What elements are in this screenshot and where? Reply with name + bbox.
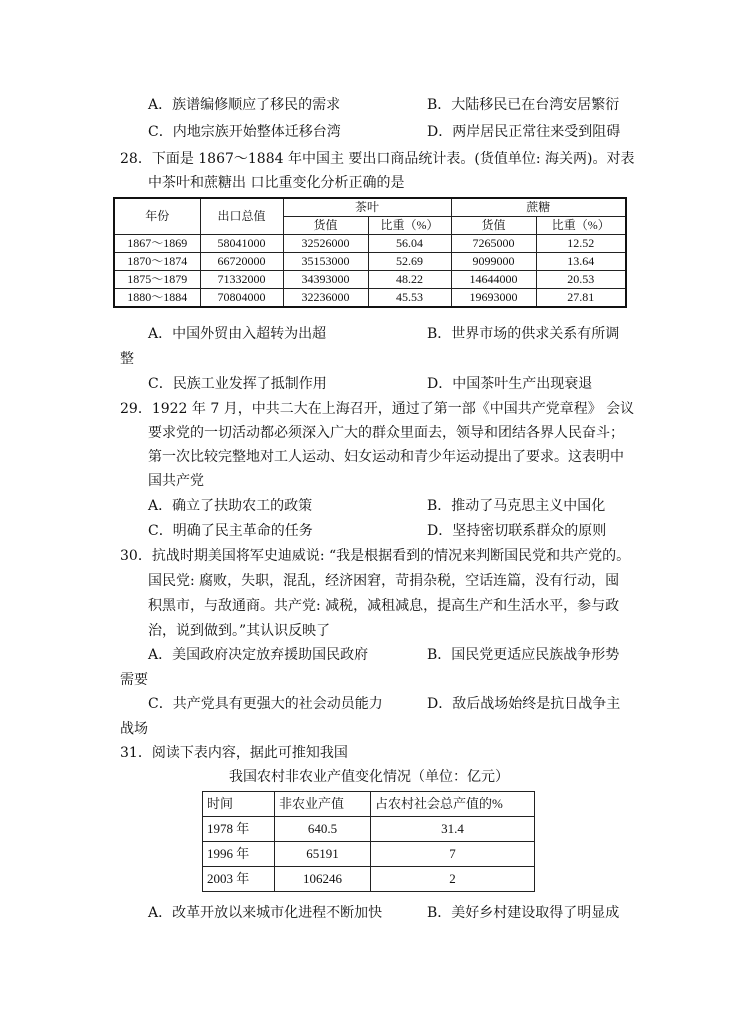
q30-option-d[interactable]: D．敌后战场始终是抗日战争主 <box>427 696 621 712</box>
cell-tea-value: 32236000 <box>283 289 368 308</box>
cell-ratio: 31.4 <box>371 817 535 842</box>
q29-option-a[interactable]: A．确立了扶助农工的政策 <box>148 498 313 514</box>
cell-sugar-ratio: 27.81 <box>536 289 626 308</box>
q27-option-d[interactable]: D．两岸居民正常往来受到阻碍 <box>427 124 621 140</box>
q28-option-a[interactable]: A．中国外贸由入超转为出超 <box>148 326 327 342</box>
q27-option-b[interactable]: B．大陆移民已在台湾安居繁衍 <box>427 97 620 113</box>
table-row <box>114 289 626 308</box>
cell-tea-ratio: 56.04 <box>368 235 451 253</box>
q27-option-c[interactable]: C．内地宗族开始整体迁移台湾 <box>148 124 341 140</box>
table-row <box>203 867 535 892</box>
q30-stem-line2: 国民党: 腐败，失职，混乱，经济困窘，苛捐杂税，空话连篇，没有行动，囤 <box>148 573 620 589</box>
cell-tea-value: 32526000 <box>283 235 368 253</box>
q27-option-a[interactable]: A．族谱编修顺应了移民的需求 <box>148 97 341 113</box>
q30-stem-line1: 30．抗战时期美国将军史迪威说: “我是根据看到的情况来判断国民党和共产党的。 <box>120 548 631 564</box>
table-header-row <box>114 198 626 217</box>
header-ratio: 占农村社会总产值的% <box>371 792 535 817</box>
q28-option-d[interactable]: D．中国茶叶生产出现衰退 <box>427 376 593 392</box>
q29-option-b[interactable]: B．推动了马克思主义中国化 <box>427 498 606 514</box>
cell-tea-ratio: 52.69 <box>368 253 451 271</box>
q28-stem-line1: 28．下面是 1867～1884 年中国主 要出口商品统计表。(货值单位: 海关两)。对表 <box>120 151 635 167</box>
cell-value: 640.5 <box>275 817 371 842</box>
cell-year: 1870～1874 <box>114 253 200 271</box>
cell-total: 66720000 <box>200 253 283 271</box>
header-sugar-ratio: 比重（%） <box>536 217 626 235</box>
cell-total: 70804000 <box>200 289 283 308</box>
q31-stem: 31．阅读下表内容，据此可推知我国 <box>120 745 348 761</box>
cell-sugar-ratio: 20.53 <box>536 271 626 289</box>
table-row <box>114 235 626 253</box>
cell-ratio: 2 <box>371 867 535 892</box>
cell-time: 2003 年 <box>203 867 275 892</box>
cell-time: 1978 年 <box>203 817 275 842</box>
cell-time: 1996 年 <box>203 842 275 867</box>
q31-table-title: 我国农村非农业产值变化情况（单位：亿元） <box>229 769 509 785</box>
q31-option-a[interactable]: A．改革开放以来城市化进程不断加快 <box>148 905 383 921</box>
q28-option-c[interactable]: C．民族工业发挥了抵制作用 <box>148 376 327 392</box>
cell-sugar-value: 14644000 <box>451 271 536 289</box>
header-sugar-value: 货值 <box>451 217 536 235</box>
table-row <box>203 842 535 867</box>
cell-sugar-value: 7265000 <box>451 235 536 253</box>
cell-sugar-value: 9099000 <box>451 253 536 271</box>
cell-value: 106246 <box>275 867 371 892</box>
cell-total: 58041000 <box>200 235 283 253</box>
q28-stem-line2: 中茶叶和蔗糖出 口比重变化分析正确的是 <box>148 175 405 191</box>
q30-option-b[interactable]: B．国民党更适应民族战争形势 <box>427 647 620 663</box>
header-tea-value: 货值 <box>283 217 368 235</box>
rural-output-table <box>202 791 535 892</box>
header-time: 时间 <box>203 792 275 817</box>
q28-option-b[interactable]: B．世界市场的供求关系有所调 <box>427 326 620 342</box>
q29-stem-line3: 第一次比较完整地对工人运动、妇女运动和青少年运动提出了要求。这表明中 <box>148 449 624 465</box>
q29-stem-line4: 国共产党 <box>148 473 204 489</box>
q29-option-c[interactable]: C．明确了民主革命的任务 <box>148 523 313 539</box>
header-tea-ratio: 比重（%） <box>368 217 451 235</box>
q31-option-b[interactable]: B．美好乡村建设取得了明显成 <box>427 905 620 921</box>
header-value: 非农业产值 <box>275 792 371 817</box>
table-row <box>203 817 535 842</box>
q30-option-b-continued: 需要 <box>120 672 148 688</box>
q29-stem-line1: 29．1922 年 7 月，中共二大在上海召开，通过了第一部《中国共产党章程》 会议 <box>120 401 635 417</box>
q30-option-d-continued: 战场 <box>120 721 148 737</box>
q30-option-c[interactable]: C．共产党具有更强大的社会动员能力 <box>148 696 383 712</box>
header-total: 出口总值 <box>200 198 283 235</box>
cell-tea-ratio: 45.53 <box>368 289 451 308</box>
header-tea: 茶叶 <box>283 198 451 217</box>
q30-option-a[interactable]: A．美国政府决定放弃援助国民政府 <box>148 647 369 663</box>
cell-sugar-value: 19693000 <box>451 289 536 308</box>
q29-option-d[interactable]: D．坚持密切联系群众的原则 <box>427 523 607 539</box>
cell-total: 71332000 <box>200 271 283 289</box>
cell-value: 65191 <box>275 842 371 867</box>
header-year: 年份 <box>114 198 200 235</box>
table-header-row <box>203 792 535 817</box>
cell-ratio: 7 <box>371 842 535 867</box>
q29-stem-line2: 要求党的一切活动都必须深入广大的群众里面去，领导和团结各界人民奋斗； <box>148 425 624 441</box>
cell-tea-value: 34393000 <box>283 271 368 289</box>
q30-stem-line4: 治，说到做到。”其认识反映了 <box>148 623 331 639</box>
cell-year: 1875～1879 <box>114 271 200 289</box>
cell-year: 1880～1884 <box>114 289 200 308</box>
table-row <box>114 271 626 289</box>
export-table <box>113 197 627 308</box>
cell-tea-ratio: 48.22 <box>368 271 451 289</box>
header-sugar: 蔗糖 <box>451 198 626 217</box>
table-row <box>114 253 626 271</box>
cell-year: 1867～1869 <box>114 235 200 253</box>
cell-sugar-ratio: 13.64 <box>536 253 626 271</box>
q28-option-b-continued: 整 <box>120 351 134 367</box>
cell-sugar-ratio: 12.52 <box>536 235 626 253</box>
cell-tea-value: 35153000 <box>283 253 368 271</box>
q30-stem-line3: 积黑市，与敌通商。共产党: 减税，减租减息，提高生产和生活水平，参与政 <box>148 598 620 614</box>
